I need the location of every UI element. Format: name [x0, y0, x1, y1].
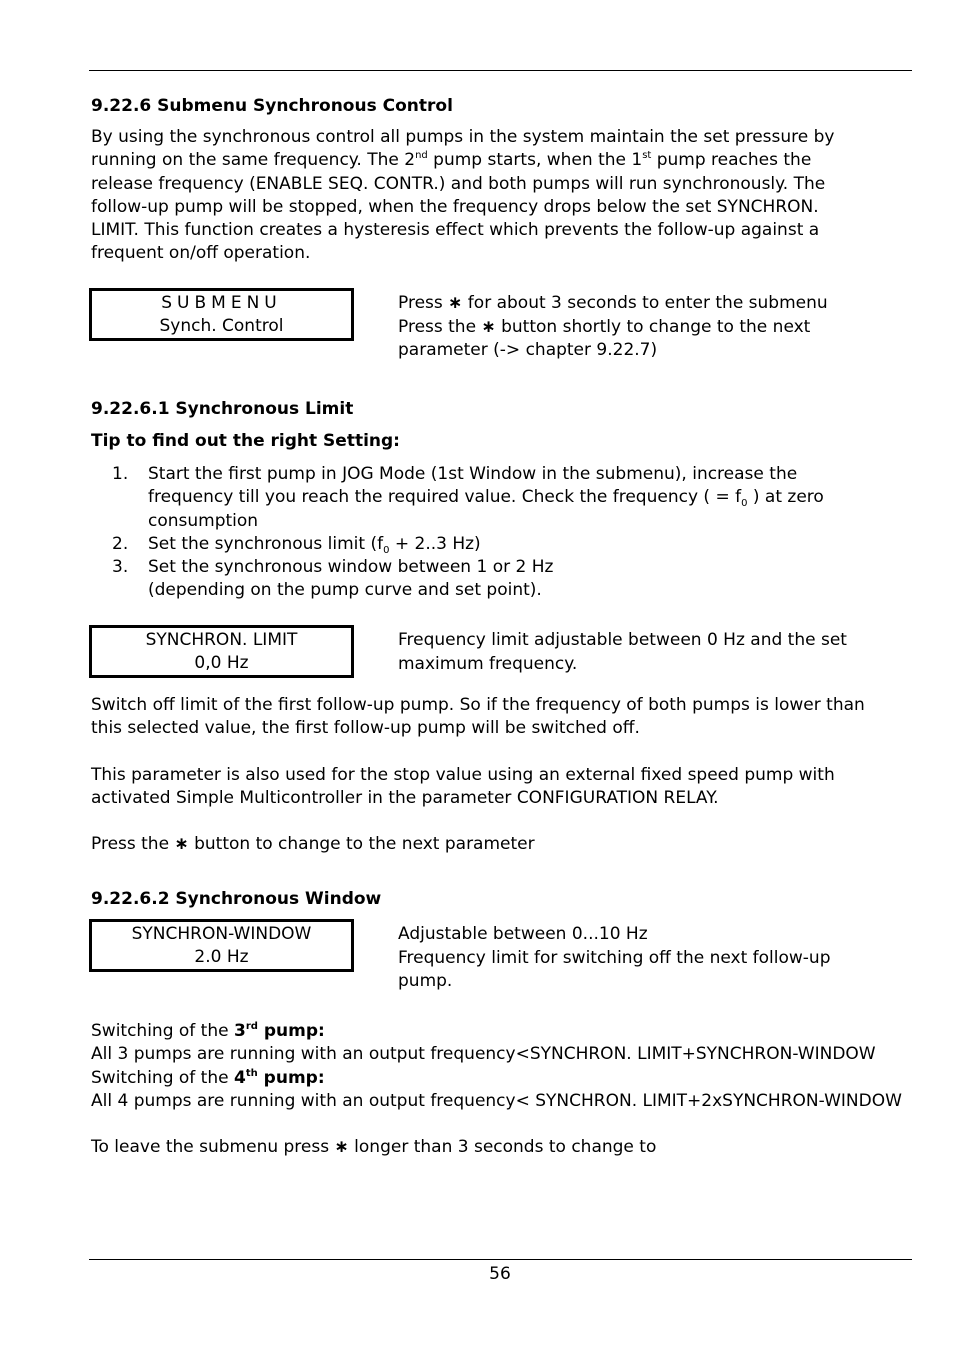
text-line: parameter (-> chapter 9.22.7)	[398, 340, 658, 360]
lcd-line-2: 0,0 Hz	[194, 652, 249, 673]
page-number: 56	[489, 1264, 511, 1284]
limit-description	[398, 629, 847, 676]
text-line: All 4 pumps are running with an output frequency< SYNCHRON. LIMIT+2xSYNCHRON-WINDOW	[91, 1090, 902, 1111]
text-line: Switch off limit of the first follow-up pump. So if the frequency of both pumps is lower than	[91, 695, 865, 715]
lcd-line-1: SYNCHRON-WINDOW	[131, 923, 312, 944]
text-line: release frequency (ENABLE SEQ. CONTR.) and both pumps will run synchronously. The	[91, 173, 826, 194]
next-parameter-note: Press the ∗ button to change to the next parameter	[91, 834, 535, 854]
external-pump-paragraph	[91, 764, 951, 811]
list-item: 1. Start the first pump in JOG Mode (1st Window in the submenu), increase the frequency till you reach the required value. Check the frequency ( = $f_0$ ) at zero consumption	[112, 464, 824, 531]
text-line: running on the same frequency. The 2nd pump starts, when the 1st pump reaches the	[91, 150, 812, 171]
text-line: Switching of the 3rd pump:	[91, 1021, 325, 1041]
header-rule	[89, 70, 912, 71]
text-line: pump.	[398, 971, 453, 991]
setup-steps-list	[91, 463, 824, 603]
text-line: frequent on/off operation.	[91, 243, 311, 264]
text-line: Press the ∗ button shortly to change to the next	[398, 316, 811, 337]
leave-submenu-note: To leave the submenu press ∗ longer than 3 seconds to change to	[91, 1137, 657, 1157]
lcd-display-submenu	[89, 288, 354, 341]
star-button-icon: ∗	[448, 293, 463, 313]
lcd-line-1: SYNCHRON. LIMIT	[145, 629, 298, 650]
text-line: Frequency limit adjustable between 0 Hz and the set	[398, 630, 847, 650]
tip-heading: Tip to find out the right Setting:	[91, 431, 400, 451]
subsection-heading-window: 9.22.6.2 Synchronous Window	[91, 889, 382, 909]
star-button-icon: ∗	[174, 834, 189, 854]
footer-rule	[89, 1259, 912, 1260]
window-description	[398, 923, 831, 994]
submenu-instructions	[398, 292, 828, 363]
subsection-heading-limit: 9.22.6.1 Synchronous Limit	[91, 399, 354, 419]
lcd-display-synchron-window	[89, 919, 354, 972]
switch-off-paragraph	[91, 694, 951, 741]
text-line: follow-up pump will be stopped, when the frequency drops below the set SYNCHRON.	[91, 196, 819, 217]
text-line: By using the synchronous control all pumps in the system maintain the set pressure by	[91, 127, 835, 147]
intro-paragraph	[91, 126, 951, 266]
text-line: This parameter is also used for the stop value using an external fixed speed pump with	[91, 765, 835, 785]
text-line: Press ∗ for about 3 seconds to enter the submenu	[398, 293, 828, 313]
text-line: this selected value, the first follow-up pump will be switched off.	[91, 718, 640, 739]
star-button-icon: ∗	[481, 316, 496, 337]
switching-paragraph	[91, 1020, 951, 1113]
list-item: 2. Set the synchronous limit ($f_0 + 2..3$ Hz)	[112, 533, 481, 556]
list-item: 3. Set the synchronous window between 1 or 2 Hz (depending on the pump curve and set point).	[112, 557, 554, 601]
star-button-icon: ∗	[334, 1137, 349, 1157]
text-line: maximum frequency.	[398, 653, 578, 674]
lcd-line-1: SUBMENU	[161, 292, 282, 313]
lcd-display-synchron-limit	[89, 625, 354, 678]
lcd-line-2: 2.0 Hz	[194, 946, 249, 967]
text-line: Switching of the 4th pump:	[91, 1067, 325, 1088]
text-line: LIMIT. This function creates a hysteresis effect which prevents the follow-up against a	[91, 220, 820, 241]
lcd-line-2: Synch. Control	[159, 315, 284, 336]
text-line: Frequency limit for switching off the next follow-up	[398, 947, 831, 968]
text-line: activated Simple Multicontroller in the parameter CONFIGURATION RELAY.	[91, 788, 719, 809]
section-heading: 9.22.6 Submenu Synchronous Control	[91, 96, 453, 116]
text-line: Adjustable between 0...10 Hz	[398, 924, 648, 944]
text-line: All 3 pumps are running with an output frequency<SYNCHRON. LIMIT+SYNCHRON-WINDOW	[91, 1044, 876, 1065]
